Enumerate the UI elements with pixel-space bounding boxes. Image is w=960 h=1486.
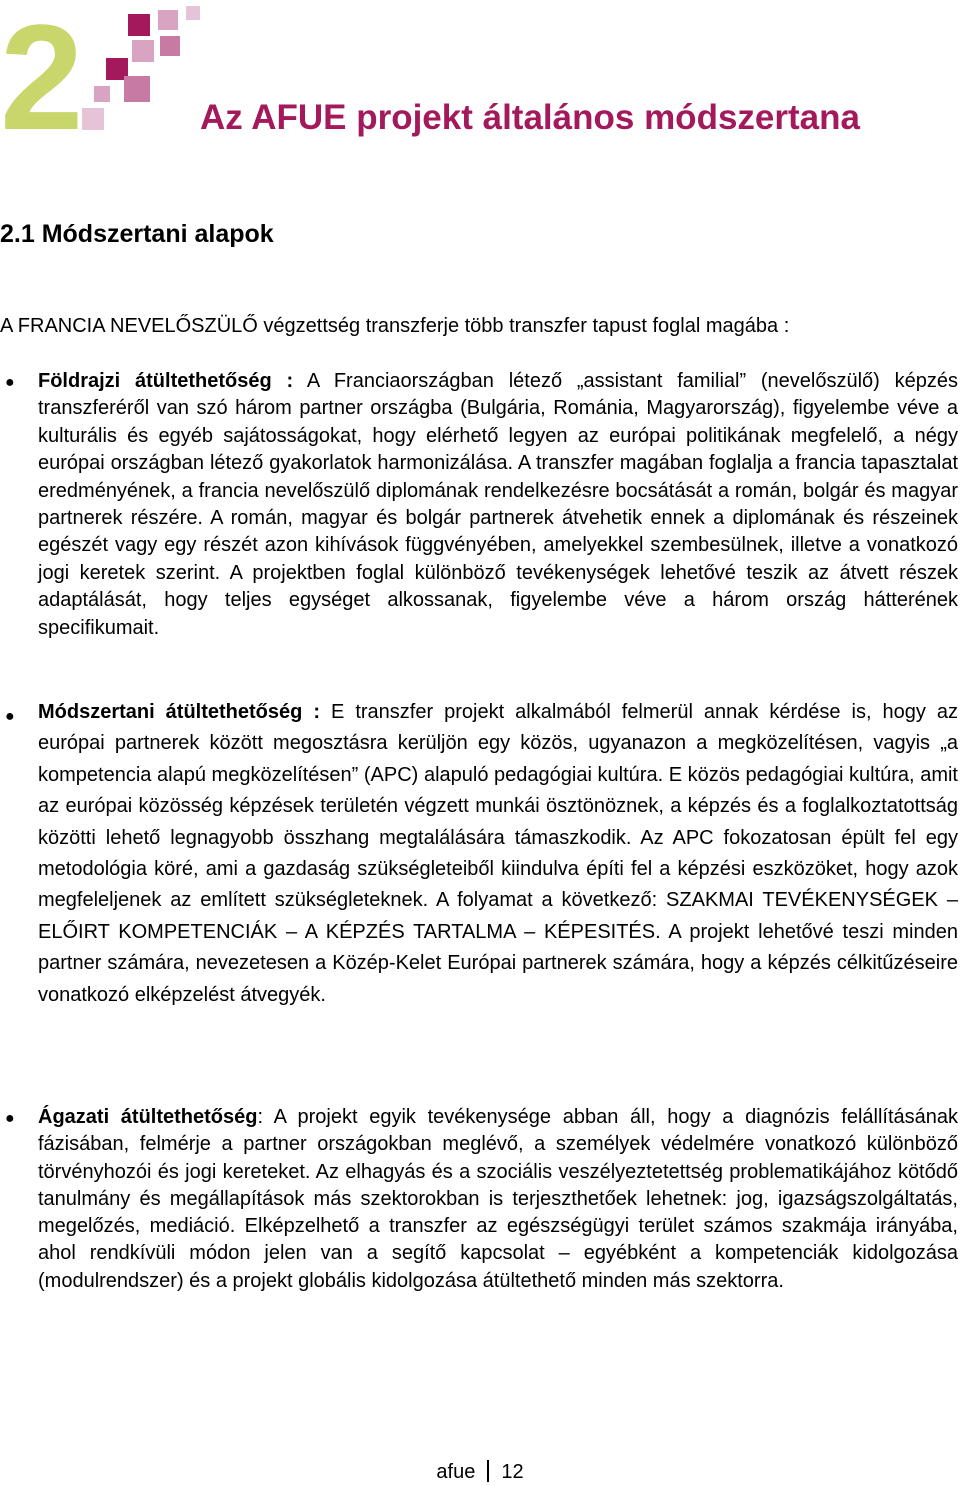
bullet-item-sectoral bbox=[5, 1104, 958, 1295]
bullet-dot-icon: ● bbox=[5, 708, 15, 725]
bullet-dot-icon: ● bbox=[5, 1110, 15, 1127]
chapter-title: Az AFUE projekt általános módszertana bbox=[200, 98, 860, 137]
bullet-text: : A projekt egyik tevékenysége abban áll, hogy a diagnózis felállításának fázisában, felmérje a partner országokban meglévő, a személyek védelmére vonatkozó különböző törvényhozói és jogi kereteket. Az elhagyás és a szociális veszélyeztetettség problematikájához kötődő tanulmány és megállapítások más szektorokban is terjeszthetőek lehetnek: jog, igazságszolgáltatás, megelőzés, mediáció. Elképzelhető a transzfer az egészségügyi terület számos szakmája irányába, ahol rendkívüli módon jelen van a segítő kapcsolat – egyébként a kompetenciák kidolgozása (modulrendszer) és a projekt globális kidolgozása átültethető minden más szektorra. bbox=[38, 1106, 958, 1292]
page-footer bbox=[0, 1460, 960, 1484]
footer-divider bbox=[487, 1460, 489, 1482]
page-number: 12 bbox=[501, 1461, 524, 1483]
footer-brand: afue bbox=[436, 1461, 476, 1483]
bullet-heading: Módszertani átültethetőség : bbox=[38, 701, 321, 723]
intro-paragraph: A FRANCIA NEVELŐSZÜLŐ végzettség transzferje több transzfer tapust foglal magába : bbox=[0, 315, 790, 337]
bullet-heading: Földrajzi átültethetőség : bbox=[38, 370, 294, 392]
bullet-heading: Ágazati átültethetőség bbox=[38, 1106, 258, 1128]
section-title: 2.1 Módszertani alapok bbox=[0, 220, 274, 248]
bullet-item-methodological bbox=[5, 697, 958, 1011]
chapter-number: 2 bbox=[0, 0, 80, 161]
bullet-dot-icon: ● bbox=[5, 374, 15, 391]
bullet-text: A Franciaországban létező „assistant familial” (nevelőszülő) képzés transzferéről van szó három partner országba (Bulgária, Románia, Magyarország), figyelembe véve a kulturális és egyéb sajátosságokat, hogy elérhető legyen az európai politikának megfelelő, a négy európai országban létező gyakorlatok harmonizálása. A transzfer magában foglalja a francia tapasztalat eredményének, a francia nevelőszülő diplomának rendelkezésre bocsátását a román, bolgár és magyar partnerek részére. A román, magyar és bolgár partnerek átvehetik ennek a diplomának és részeinek egészét vagy egy részét azon kihívások függvényében, amelyekkel szembesülnek, illetve a vonatkozó jogi keretek szerint. A projektben foglal különböző tevékenységek lehetővé teszik az átvett részek adaptálását, hogy teljes egységet alkossanak, figyelembe véve a három ország hátterének specifikumait. bbox=[38, 370, 958, 639]
bullet-item-geographic bbox=[5, 368, 958, 642]
bullet-text: E transzfer projekt alkalmából felmerül annak kérdése is, hogy az európai partnerek között megosztásra kerüljön egy közös, ugyanazon a megközelítésen, vagyis „a kompetencia alapú megközelítésen” (APC) alapuló pedagógiai kultúra. E közös pedagógiai kultúra, amit az európai közösség képzések területén végzett munkái ösztönöznek, a képzés és a foglalkoztatottság közötti lehető legnagyobb összhang megtalálására támaszkodik. Az APC fokozatosan épült fel egy metodológia köré, ami a gazdaság szükségleteiből kiindulva építi fel a képzési eszközöket, hogy azok megfeleljenek az említett szükségleteknek. A folyamat a következő: SZAKMAI TEVÉKENYSÉGEK – ELŐIRT KOMPETENCIÁK – A KÉPZÉS TARTALMA – KÉPESITÉS. A projekt lehetővé teszi minden partner számára, nevezetesen a Közép-Kelet Európai partnerek számára, hogy a képzés célkitűzéseire vonatkozó elképzelést átvegyék. bbox=[38, 701, 958, 1006]
